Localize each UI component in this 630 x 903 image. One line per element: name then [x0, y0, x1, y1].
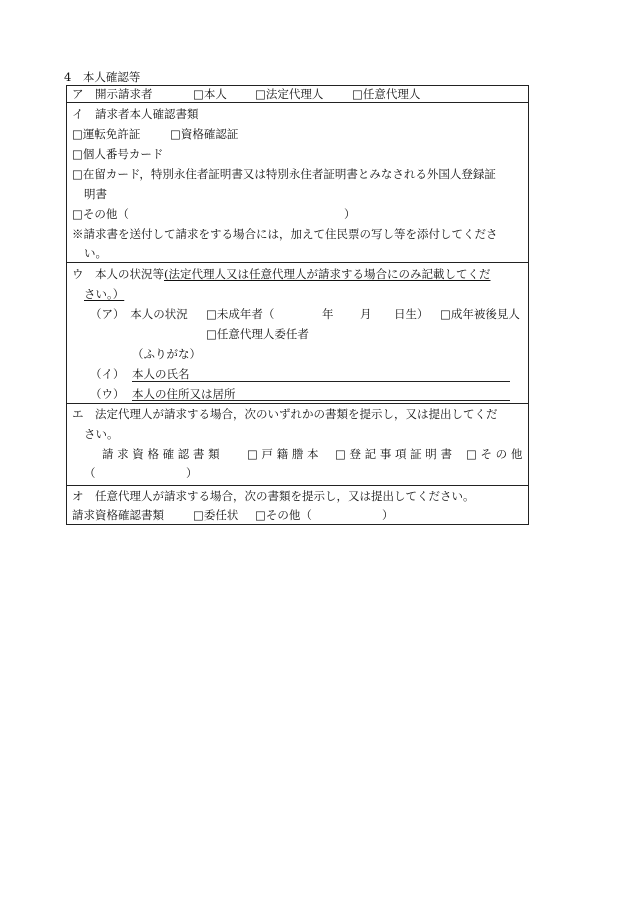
divider-i: [66, 262, 529, 263]
minor-checkbox[interactable]: □未成年者（: [206, 307, 275, 321]
id-docs-title: イ 請求者本人確認書類: [72, 107, 199, 121]
legal-rep-other-checkbox[interactable]: □ そ の 他: [466, 447, 523, 461]
furigana-label: （ふりがな）: [132, 347, 201, 361]
birth-month-label: 月: [360, 307, 372, 321]
requester-label: ア 開示請求者: [72, 87, 153, 101]
id-other-close: ）: [344, 207, 356, 221]
status-label: （ア） 本人の状況: [90, 307, 188, 321]
principal-address-label: 本人の住所又は居所: [132, 387, 236, 401]
mailing-note-continued: い。: [84, 246, 107, 260]
voluntary-rep-title: オ 任意代理人が請求する場合，次の書類を提示し，又は提出してください。: [72, 489, 475, 503]
family-register-checkbox[interactable]: □ 戸 籍 謄 本: [247, 447, 319, 461]
voluntary-rep-other-checkbox[interactable]: □その他（: [255, 508, 312, 522]
principal-status-prefix: ウ 本人の状況等: [72, 267, 164, 281]
legal-rep-docs-label: 請 求 資 格 確 認 書 類: [102, 447, 220, 461]
birth-year-label: 年: [322, 307, 334, 321]
voluntary-rep-other-close: ）: [382, 508, 394, 522]
legal-rep-title-continued: さい。: [84, 427, 119, 441]
requester-voluntary-rep-checkbox[interactable]: □任意代理人: [352, 87, 421, 101]
legal-rep-other-open: （: [84, 466, 96, 480]
voluntary-rep-docs-label: 請求資格確認書類: [72, 508, 164, 522]
principal-status-title-continued: さい。）: [84, 287, 125, 301]
divider-e: [66, 485, 529, 486]
insurance-card-checkbox[interactable]: □資格確認証: [170, 127, 239, 141]
divider-a: [66, 102, 529, 103]
requester-self-checkbox[interactable]: □本人: [193, 87, 227, 101]
mailing-note: ※請求書を送付して請求をする場合には，加えて住民票の写し等を添付してくださ: [72, 227, 498, 241]
drivers-license-checkbox[interactable]: □運転免許証: [72, 127, 141, 141]
legal-rep-title: エ 法定代理人が請求する場合，次のいずれかの書類を提示し，又は提出してくだ: [72, 407, 498, 421]
birth-day-label: 日生）: [394, 307, 429, 321]
section-heading: 4 本人確認等: [64, 70, 141, 84]
my-number-card-checkbox[interactable]: □個人番号カード: [72, 147, 164, 161]
principal-name-field[interactable]: [132, 381, 510, 382]
principal-status-title: [72, 267, 490, 281]
principal-name-label: 本人の氏名: [132, 367, 190, 381]
principal-address-field[interactable]: [132, 400, 510, 401]
residence-card-checkbox[interactable]: □在留カード，特別永住者証明書又は特別永住者証明書とみなされる外国人登録証: [72, 167, 496, 181]
legal-rep-other-close: ）: [186, 466, 198, 480]
appointee-checkbox[interactable]: □任意代理人委任者: [206, 327, 309, 341]
id-other-checkbox[interactable]: □その他（: [72, 207, 129, 221]
address-prefix: （ウ）: [90, 387, 125, 401]
principal-status-condition: (法定代理人又は任意代理人が請求する場合にのみ記載してくだ: [164, 267, 491, 281]
name-prefix: （イ）: [90, 367, 125, 381]
registry-certificate-checkbox[interactable]: □ 登 記 事 項 証 明 書: [335, 447, 452, 461]
power-of-attorney-checkbox[interactable]: □委任状: [193, 508, 239, 522]
divider-u: [66, 403, 529, 404]
residence-card-continued: 明書: [84, 187, 107, 201]
adult-guardian-checkbox[interactable]: □成年被後見人: [440, 307, 520, 321]
requester-legal-rep-checkbox[interactable]: □法定代理人: [255, 87, 324, 101]
